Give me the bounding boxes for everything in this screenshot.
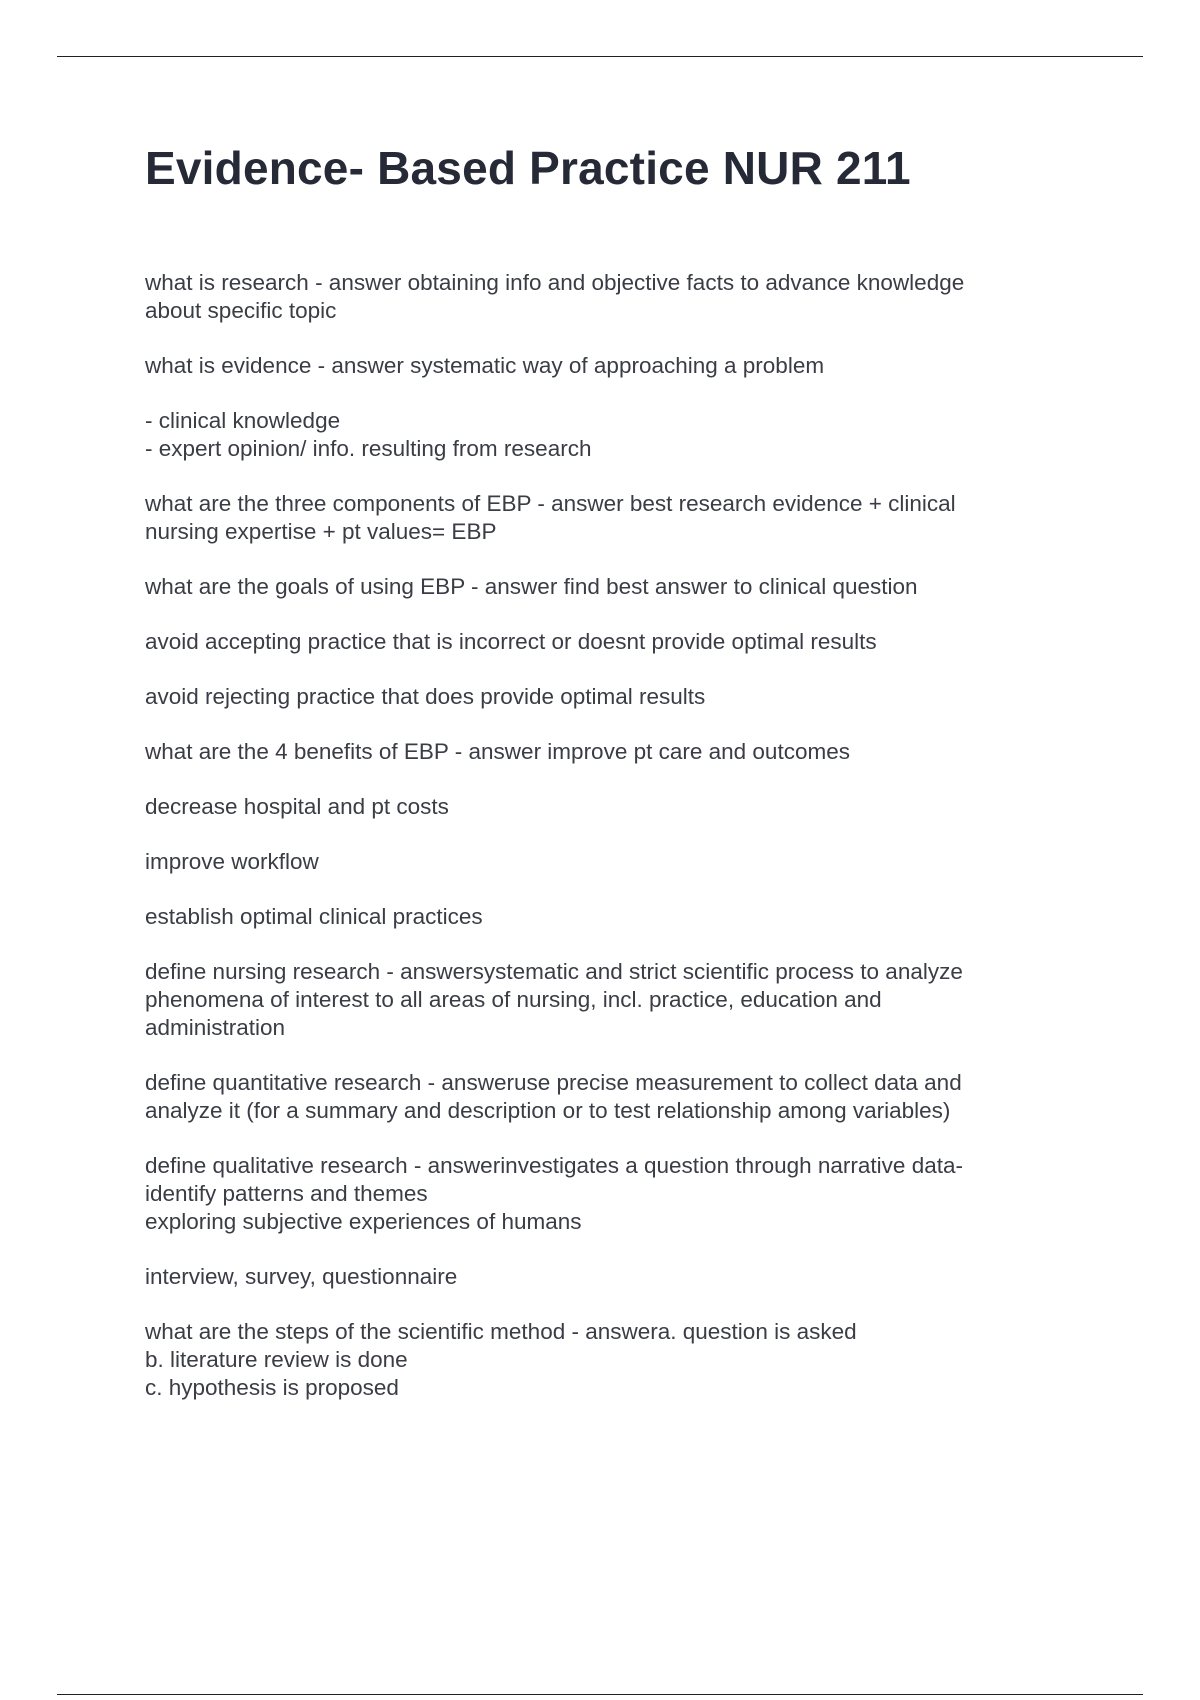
document-body <box>145 269 1045 1402</box>
paragraph <box>145 903 1045 931</box>
paragraph <box>145 628 1045 656</box>
text-line: what is evidence - answer systematic way of approaching a problem <box>145 353 825 378</box>
text-line: nursing expertise + pt values= EBP <box>145 519 497 544</box>
paragraph <box>145 352 1045 380</box>
paragraph <box>145 1152 1045 1236</box>
text-line: c. hypothesis is proposed <box>145 1375 399 1400</box>
text-line: b. literature review is done <box>145 1347 408 1372</box>
paragraph <box>145 738 1045 766</box>
paragraph <box>145 958 1045 1042</box>
text-line: what are the three components of EBP - answer best research evidence + clinical <box>145 491 956 516</box>
paragraph <box>145 683 1045 711</box>
paragraph <box>145 573 1045 601</box>
text-line: - expert opinion/ info. resulting from research <box>145 436 592 461</box>
paragraph <box>145 1069 1045 1125</box>
text-line: what are the 4 benefits of EBP - answer improve pt care and outcomes <box>145 739 850 764</box>
paragraph <box>145 1318 1045 1402</box>
text-line: avoid accepting practice that is incorrect or doesnt provide optimal results <box>145 629 877 654</box>
text-line: administration <box>145 1015 286 1040</box>
text-line: establish optimal clinical practices <box>145 904 483 929</box>
top-rule <box>57 56 1143 57</box>
text-line: define quantitative research - answeruse precise measurement to collect data and <box>145 1070 962 1095</box>
text-line: analyze it (for a summary and description or to test relationship among variables) <box>145 1098 951 1123</box>
text-line: - clinical knowledge <box>145 408 341 433</box>
text-line: avoid rejecting practice that does provide optimal results <box>145 684 706 709</box>
text-line: phenomena of interest to all areas of nursing, incl. practice, education and <box>145 987 882 1012</box>
text-line: what is research - answer obtaining info and objective facts to advance knowledge <box>145 270 965 295</box>
text-line: define nursing research - answersystematic and strict scientific process to analyze <box>145 959 963 984</box>
text-line: decrease hospital and pt costs <box>145 794 449 819</box>
text-line: exploring subjective experiences of humans <box>145 1209 582 1234</box>
paragraph <box>145 269 1045 325</box>
paragraph <box>145 1263 1045 1291</box>
text-line: identify patterns and themes <box>145 1181 428 1206</box>
text-line: interview, survey, questionnaire <box>145 1264 458 1289</box>
text-line: improve workflow <box>145 849 319 874</box>
bottom-rule <box>57 1694 1143 1695</box>
document-page <box>145 140 1045 1429</box>
paragraph <box>145 793 1045 821</box>
text-line: what are the steps of the scientific method - answera. question is asked <box>145 1319 857 1344</box>
paragraph <box>145 490 1045 546</box>
text-line: about specific topic <box>145 298 337 323</box>
paragraph <box>145 407 1045 463</box>
paragraph <box>145 848 1045 876</box>
text-line: what are the goals of using EBP - answer find best answer to clinical question <box>145 574 918 599</box>
document-title: Evidence- Based Practice NUR 211 <box>145 142 911 194</box>
text-line: define qualitative research - answerinvestigates a question through narrative data- <box>145 1153 963 1178</box>
